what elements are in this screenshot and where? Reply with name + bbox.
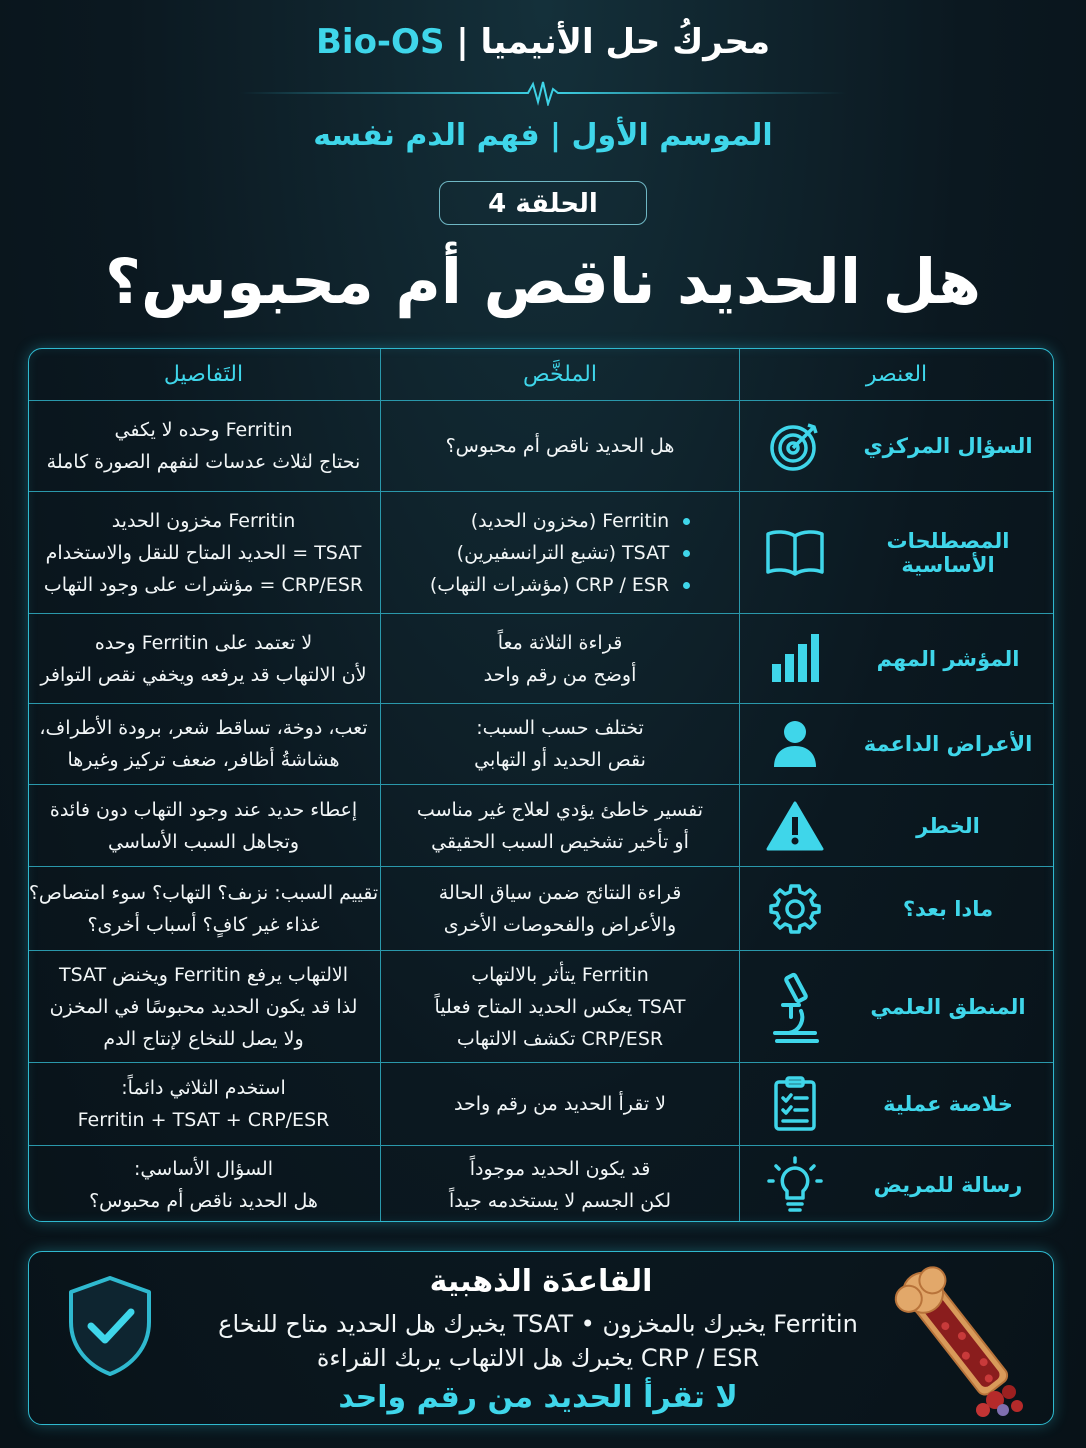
gear-icon xyxy=(747,883,843,935)
row-detail-line: Ferritin وحده لا يكفي xyxy=(114,419,293,441)
row-detail-line: Ferritin + TSAT + CRP/ESR xyxy=(77,1109,330,1131)
table-header-row xyxy=(29,349,1053,401)
table-row xyxy=(29,785,1053,867)
row-summary-line: قراءة الثلاثة معاً xyxy=(497,631,623,654)
row-element-label: مادا بعد؟ xyxy=(902,896,994,921)
brand-name: Bio-OS xyxy=(316,22,445,62)
row-detail-line: إعطاء حديد عند وجود التهاب دون فائدة xyxy=(49,798,358,821)
row-summary-line: TSAT يعكس الحديد المتاح فعلياً xyxy=(434,995,686,1018)
row-element-label: المصطلحات الأساسية xyxy=(886,528,1010,577)
row-detail-line: تقييم السبب: نزىف؟ التهاب؟ سوء امتصاص؟ xyxy=(28,881,379,904)
target-icon xyxy=(747,419,843,473)
bone-marrow-icon xyxy=(885,1260,1035,1420)
list-item: TSAT (تشبع الترانسفيرين) xyxy=(430,537,690,569)
row-summary-line: لا تقرأ الحديد من رقم واحد xyxy=(454,1093,666,1115)
row-detail-line: الالتهاب يرفع Ferritin ويخنض TSAT xyxy=(58,963,349,986)
row-detail-line: استخدم الثلاثي دائماً: xyxy=(121,1077,286,1099)
row-detail-line: لذا قد يكون الحديد محبوسًا في المخزن xyxy=(49,995,358,1018)
heartbeat-divider-icon xyxy=(240,80,846,106)
row-summary-line: والأعراض والفحوصات الأخرى xyxy=(443,913,677,936)
table-row xyxy=(29,614,1053,704)
golden-rule-box xyxy=(28,1251,1054,1425)
table-row xyxy=(29,1146,1053,1222)
header-details: التَفاصيل xyxy=(163,361,244,387)
row-element-label: الأعراض الداعمة xyxy=(863,732,1033,756)
microscope-icon xyxy=(747,971,843,1043)
table-row xyxy=(29,401,1053,492)
book-icon xyxy=(747,528,843,578)
row-summary-line: أوضح من رقم واحد xyxy=(483,663,637,686)
title-text: محركُ حل الأنيميا xyxy=(480,22,770,62)
person-icon xyxy=(747,719,843,769)
row-detail-line: TSAT = الحديد المتاح للنقل والاستخدام xyxy=(45,541,362,564)
row-element-label: خلاصة عملية xyxy=(883,1092,1013,1116)
row-summary-line: نقص الحديد أو التهابي xyxy=(474,749,646,771)
row-summary-line: Ferritin يتأثر بالالتهاب xyxy=(471,963,649,986)
row-detail-line: Ferritin مخزون الحديد xyxy=(111,509,296,532)
row-detail-line: لا تعتمد على Ferritin وحده xyxy=(94,631,313,654)
row-element-label: الخطر xyxy=(916,813,980,838)
row-detail-line: هشاشةُ أظافر، ضعف تركيز وغيرها xyxy=(67,749,340,771)
row-detail-line: هل الحديد ناقص أم محبوس؟ xyxy=(89,1189,318,1212)
season-subtitle: الموسم الأول | فهم الدم نفسه xyxy=(313,118,773,153)
row-summary-line: هل الحديد ناقص أم محبوس؟ xyxy=(445,435,675,457)
list-item: CRP / ESR (مؤشرات التهاب) xyxy=(430,569,690,601)
row-summary-line: قد يكون الحديد موجوداً xyxy=(469,1157,651,1180)
row-detail-line: ولا يصل للنخاع لإنتاج الدم xyxy=(103,1027,304,1050)
table-row xyxy=(29,492,1053,614)
row-detail-line: السؤال الأساسي: xyxy=(134,1157,273,1180)
row-detail-line: لأن الالتهاب قد يرفعه ويخفي نقص التوافر xyxy=(40,663,367,686)
row-detail-line: تعب، دوخة، تساقط شعر، برودة الأطراف، xyxy=(39,717,368,739)
row-element-label: رسالة للمريض xyxy=(873,1172,1023,1197)
table-row xyxy=(29,1063,1053,1146)
golden-rule-line: Ferritin يخبرك بالمخزون • TSAT يخبرك هل الحديد متاح للنخاع xyxy=(218,1310,858,1338)
header-summary: الملخَّص xyxy=(380,349,739,400)
bar-chart-icon xyxy=(747,634,843,684)
shield-check-icon xyxy=(65,1274,155,1378)
row-element-label: السؤال المركزي xyxy=(863,434,1033,458)
golden-rule-title: القاعدَة الذهبية xyxy=(429,1264,653,1299)
row-summary-line: CRP/ESR تكشف الالتهاب xyxy=(456,1027,664,1050)
golden-rule-line: CRP / ESR يخبرك هل الالتهاب يربك القراءة xyxy=(316,1344,760,1372)
row-summary-line: تفسير خاطئ يؤدي لعلاج غير مناسب xyxy=(416,798,704,821)
table-row xyxy=(29,951,1053,1063)
table-row xyxy=(29,704,1053,785)
row-summary-line: أو تأخير تشخيص السبب الحقيقي xyxy=(431,830,689,853)
row-element-label: المؤشر المهم xyxy=(876,646,1020,671)
episode-badge: الحلقة 4 xyxy=(439,181,647,225)
header-element: العنصر xyxy=(739,349,1053,400)
list-item: Ferritin (مخزون الحديد) xyxy=(430,505,690,537)
checklist-icon xyxy=(747,1076,843,1132)
row-element-label: المنطق العلمي xyxy=(870,994,1026,1019)
row-detail-line: نحتاج لثلاث عدسات لنفهم الصورة كاملة xyxy=(46,451,361,473)
title-separator: | xyxy=(456,22,469,62)
warning-icon xyxy=(747,801,843,851)
table-row xyxy=(29,867,1053,951)
row-summary-line: تختلف حسب السبب: xyxy=(476,717,644,739)
info-table xyxy=(28,348,1054,1222)
row-detail-line: CRP/ESR = مؤشرات على وجود التهاب xyxy=(43,573,364,596)
app-title xyxy=(0,22,1086,62)
row-detail-line: غذاء غير كافٍ؟ أسباب أخرى؟ xyxy=(87,913,320,936)
lightbulb-icon xyxy=(747,1156,843,1214)
row-summary-line: لكن الجسم لا يستخدمه جيداً xyxy=(449,1189,671,1212)
golden-rule-highlight: لا تقرأ الحديد من رقم واحد xyxy=(338,1380,738,1415)
page-title: هل الحديد ناقص أم محبوس؟ xyxy=(105,245,981,318)
row-summary-line: قراءة النتائج ضمن سياق الحالة xyxy=(438,881,682,904)
row-detail-line: وتجاهل السبب الأساسي xyxy=(108,830,299,853)
